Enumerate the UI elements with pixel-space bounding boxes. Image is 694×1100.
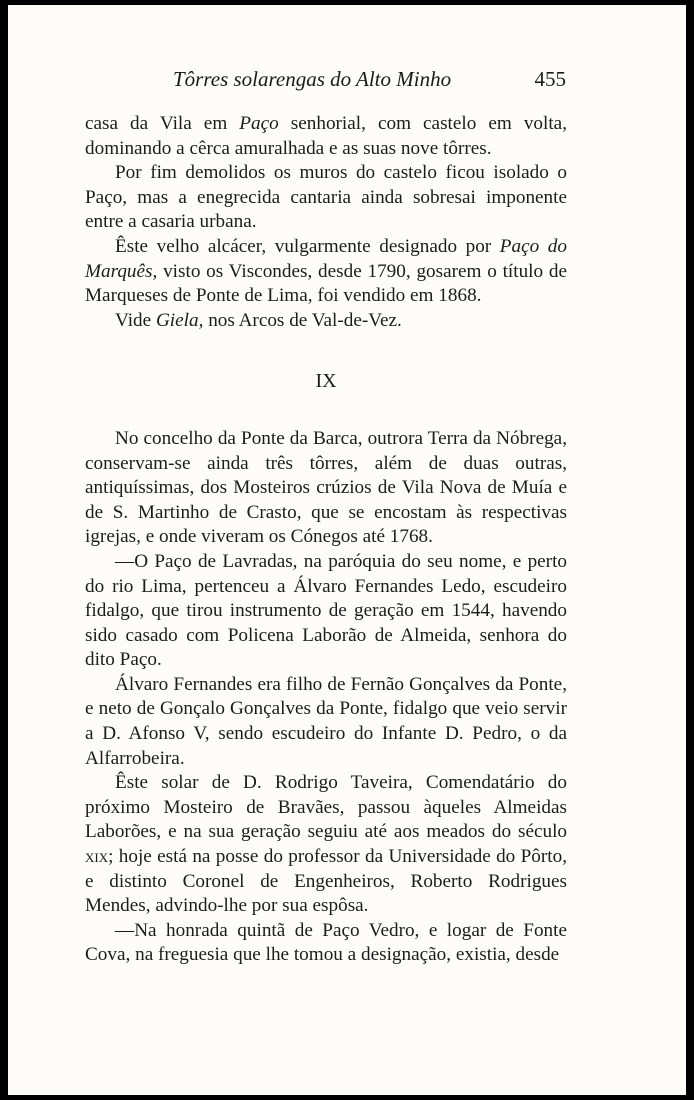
text-run: senhorial, com castelo em volta, dominando a cêrca amuralhada e as suas nove tôrres. [85, 113, 567, 159]
text-run: visto os Viscondes, desde 1790, gosarem o título de Marqueses de Ponte de Lima, foi vendido em 1868. [85, 260, 567, 307]
book-page [8, 5, 686, 1095]
italic-term: Paço [239, 113, 279, 134]
text-run: Vide [115, 309, 156, 331]
paragraph [85, 309, 567, 334]
paragraph [85, 771, 567, 919]
running-title: Tôrres solarengas do Alto Minho [173, 67, 452, 91]
paragraph: —Na honrada quintã de Paço Vedro, e logar de Fonte Cova, na freguesia que lhe tomou a designação, existia, desde [85, 919, 567, 966]
paragraph-continuation [85, 112, 567, 161]
text-run: nos Arcos de Val-de-Vez. [203, 309, 402, 331]
text-run: ; hoje está na posse do professor da Universidade do Pôrto, e distinto Coronel de Engenheiros, Roberto Rodrigues Mendes, advindo-lhe por sua espôsa. [85, 846, 567, 917]
paragraph: Álvaro Fernandes era filho de Fernão Gonçalves da Ponte, e neto de Gonçalo Gonçalves da Ponte, fidalgo que veio servir a D. Afonso V, sendo escudeiro do Infante D. Pedro, o da Alfarrobeira. [85, 673, 567, 769]
text-run: Êste velho alcácer, vulgarmente designado por [115, 235, 500, 257]
running-header [8, 67, 686, 97]
chapter-heading: IX [315, 370, 337, 393]
paragraph [85, 235, 567, 309]
text-run: Êste solar de D. Rodrigo Taveira, Comendatário do próximo Mosteiro de Bravães, passou àqueles Almeidas Laborões, e na sua geração seguiu até aos meados do século [85, 772, 567, 843]
century-numeral: xix [85, 846, 109, 868]
page-number: 455 [534, 67, 566, 91]
paragraph: —O Paço de Lavradas, na paróquia do seu nome, e perto do rio Lima, pertenceu a Álvaro Fernandes Ledo, escudeiro fidalgo, que tirou instrumento de geração em 1544, havendo sido casado com Policena Laborão de Almeida, senhora do dito Paço. [85, 550, 567, 671]
page-body [85, 112, 567, 968]
italic-term: Giela, [155, 309, 204, 331]
paragraph: Por fim demolidos os muros do castelo ficou isolado o Paço, mas a enegrecida cantaria ainda sobresai imponente entre a casaria urbana. [85, 162, 567, 233]
paragraph: No concelho da Ponte da Barca, outrora Terra da Nóbrega, conservam-se ainda três tôrres, além de duas outras, antiquíssimas, dos Mosteiros crúzios de Vila Nova de Muía e de S. Martinho de Crasto, que se encostam às respectivas igrejas, e onde viveram os Cónegos até 1768. [85, 427, 567, 548]
text-run: casa da Vila em [85, 113, 240, 134]
italic-term: Paço do Marquês, [85, 235, 567, 282]
